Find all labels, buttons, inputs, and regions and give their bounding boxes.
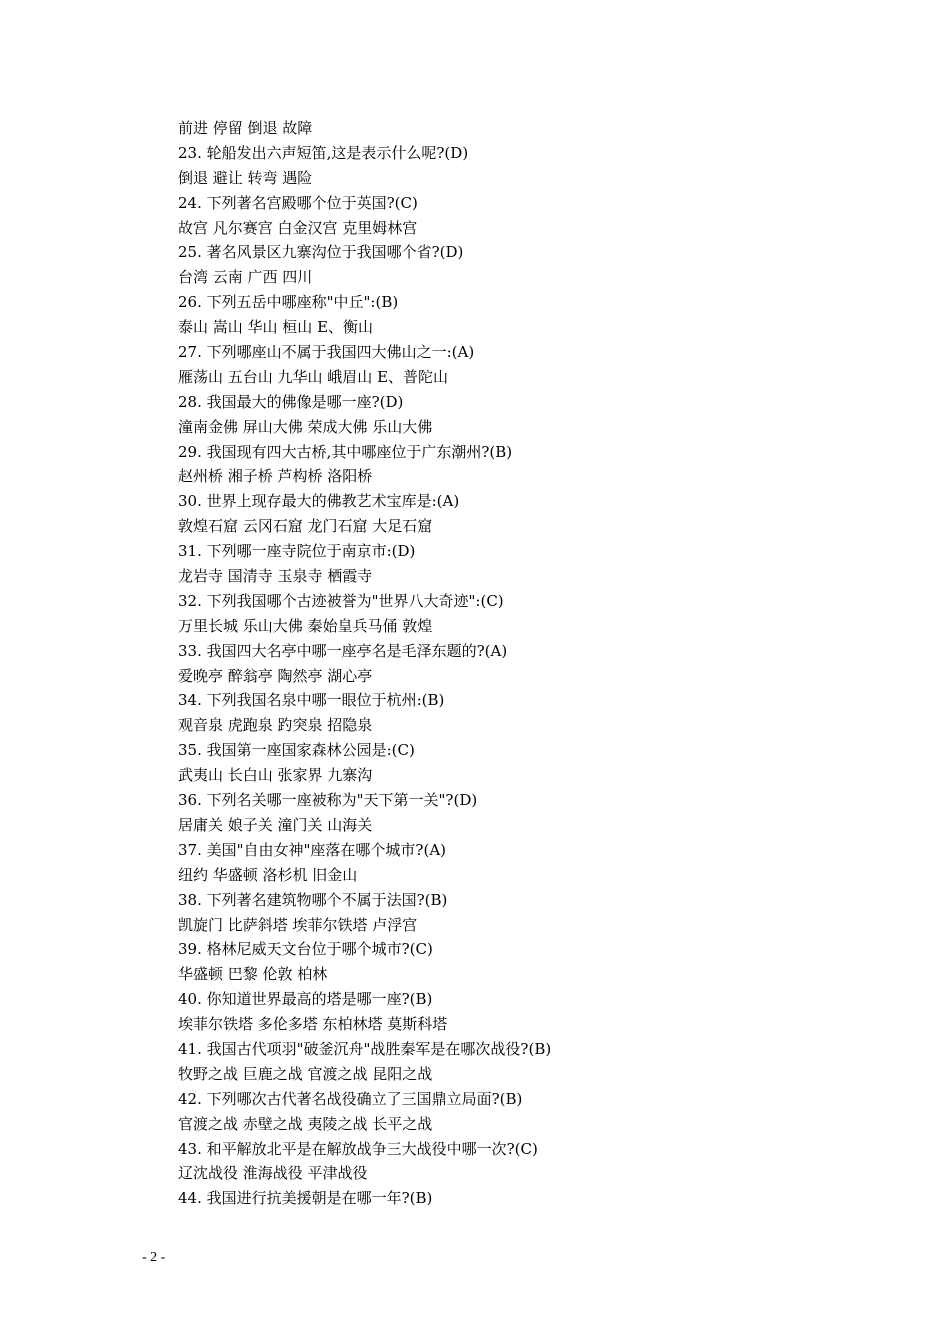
text-line: 凯旋门 比萨斜塔 埃菲尔铁塔 卢浮宫 [178,915,418,934]
text-line: 华盛顿 巴黎 伦敦 柏林 [178,965,328,984]
text-line: 32. 下列我国哪个古迹被誉为"世界八大奇迹":(C) [178,591,504,610]
page-number: - 2 - [142,1250,166,1265]
text-line: 故宫 凡尔赛宫 白金汉宫 克里姆林宫 [178,218,418,237]
text-line: 43. 和平解放北平是在解放战争三大战役中哪一次?(C) [178,1139,538,1158]
text-line: 42. 下列哪次古代著名战役确立了三国鼎立局面?(B) [178,1089,523,1108]
text-line: 观音泉 虎跑泉 趵突泉 招隐泉 [178,716,373,735]
text-line: 34. 下列我国名泉中哪一眼位于杭州:(B) [178,691,445,710]
text-line: 44. 我国进行抗美援朝是在哪一年?(B) [178,1189,433,1208]
text-line: 万里长城 乐山大佛 秦始皇兵马俑 敦煌 [178,616,433,635]
text-line: 官渡之战 赤壁之战 夷陵之战 长平之战 [178,1114,433,1133]
text-line: 25. 著名风景区九寨沟位于我国哪个省?(D) [178,243,464,262]
text-line: 辽沈战役 淮海战役 平津战役 [178,1164,368,1183]
text-line: 泰山 嵩山 华山 桓山 E、衡山 [178,318,374,337]
text-line: 35. 我国第一座国家森林公园是:(C) [178,741,415,760]
text-line: 31. 下列哪一座寺院位于南京市:(D) [178,542,416,561]
text-line: 38. 下列著名建筑物哪个不属于法国?(B) [178,890,448,909]
text-line: 39. 格林尼威天文台位于哪个城市?(C) [178,940,433,959]
text-line: 台湾 云南 广西 四川 [178,268,313,287]
text-line: 雁荡山 五台山 九华山 峨眉山 E、普陀山 [178,367,449,386]
text-line: 牧野之战 巨鹿之战 官渡之战 昆阳之战 [178,1064,433,1083]
text-line: 前进 停留 倒退 故障 [178,119,313,137]
text-line: 赵州桥 湘子桥 芦构桥 洛阳桥 [178,467,373,486]
text-line: 40. 你知道世界最高的塔是哪一座?(B) [178,990,433,1009]
text-line: 33. 我国四大名亭中哪一座亭名是毛泽东题的?(A) [178,641,508,660]
text-line: 武夷山 长白山 张家界 九寨沟 [178,766,373,785]
text-line: 30. 世界上现存最大的佛教艺术宝库是:(A) [178,492,460,511]
text-line: 26. 下列五岳中哪座称"中丘":(B) [178,293,399,312]
text-line: 倒退 避让 转弯 遇险 [178,168,313,187]
document-body [178,116,878,1211]
text-line: 41. 我国古代项羽"破釜沉舟"战胜秦军是在哪次战役?(B) [178,1039,552,1058]
text-line: 埃菲尔铁塔 多伦多塔 东柏林塔 莫斯科塔 [178,1015,448,1034]
text-line: 潼南金佛 屏山大佛 荣成大佛 乐山大佛 [178,417,433,436]
text-line: 敦煌石窟 云冈石窟 龙门石窟 大足石窟 [178,517,433,536]
text-line: 爱晚亭 醉翁亭 陶然亭 湖心亭 [178,666,373,685]
text-line: 27. 下列哪座山不属于我国四大佛山之一:(A) [178,343,475,362]
text-line: 36. 下列名关哪一座被称为"天下第一关"?(D) [178,791,478,810]
text-line: 28. 我国最大的佛像是哪一座?(D) [178,392,404,411]
text-line: 纽约 华盛顿 洛杉机 旧金山 [178,865,358,884]
text-line: 居庸关 娘子关 潼门关 山海关 [178,815,373,834]
text-line: 23. 轮船发出六声短笛,这是表示什么呢?(D) [178,143,469,162]
text-line: 37. 美国"自由女神"座落在哪个城市?(A) [178,840,447,859]
text-line: 24. 下列著名宫殿哪个位于英国?(C) [178,193,418,212]
text-line: 龙岩寺 国清寺 玉泉寺 栖霞寺 [178,567,373,586]
text-line: 29. 我国现有四大古桥,其中哪座位于广东潮州?(B) [178,442,513,461]
